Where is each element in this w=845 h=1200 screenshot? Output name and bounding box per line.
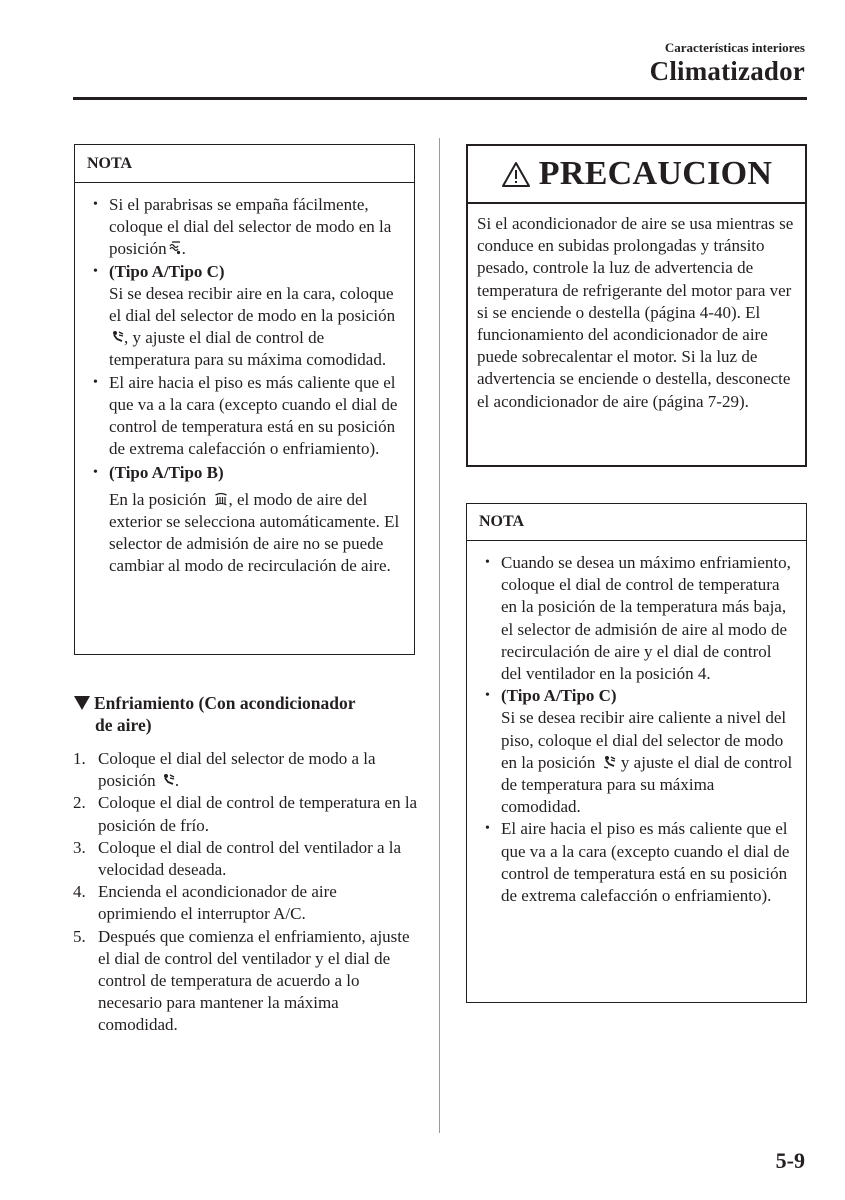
step-suffix: . bbox=[174, 771, 180, 791]
step-text: Después que comienza el enfriamiento, ajuste el dial de control del ventilador y el dial de control de temperatura de acuerdo a lo necesario para mantener la máxima comodidad. bbox=[98, 926, 410, 1035]
note-item-suffix: , el modo de aire del exterior se selecciona automáticamente. El selector de admisión de aire no se puede cambiar al modo de recirculación de aire. bbox=[109, 489, 400, 576]
step-item bbox=[73, 837, 418, 881]
cooling-section-heading bbox=[74, 692, 424, 736]
step-number: 4. bbox=[73, 882, 86, 902]
cooling-heading-line1: Enfriamiento (Con acondicionador bbox=[94, 693, 356, 713]
note-box-left bbox=[74, 144, 415, 655]
face-floor-mode-icon bbox=[602, 755, 617, 769]
note-title: NOTA bbox=[467, 504, 806, 541]
step-text: Coloque el dial de control del ventilador a la velocidad deseada. bbox=[98, 837, 402, 880]
note-item bbox=[87, 261, 404, 372]
note-item-heading: • (Tipo A/Tipo C) bbox=[501, 686, 617, 706]
step-number: 1. bbox=[73, 749, 86, 768]
note-item-suffix: , y ajuste el dial de control de temperatura para su máxima comodidad. bbox=[109, 328, 387, 370]
note-item-text: Cuando se desea un máximo enfriamiento, coloque el dial de control de temperatura en la posición de la temperatura más baja, el selector de admisión de aire al modo de recirculación de aire y el dial de control del ventilador en la posición 4. bbox=[501, 553, 791, 684]
note-box-right bbox=[466, 503, 807, 1003]
note-item bbox=[479, 685, 796, 818]
caution-label: PRECAUCION bbox=[538, 155, 773, 192]
step-item bbox=[73, 926, 418, 1037]
note-item-text: Si se desea recibir aire en la cara, coloque el dial del selector de modo en la posición bbox=[109, 283, 396, 326]
step-number: 5. bbox=[73, 926, 86, 946]
caution-box bbox=[466, 144, 807, 467]
note-list bbox=[87, 194, 404, 577]
face-mode-icon bbox=[111, 330, 124, 344]
step-number: 2. bbox=[73, 793, 86, 813]
note-item bbox=[479, 552, 796, 685]
header-rule bbox=[73, 97, 807, 100]
warning-triangle-icon bbox=[501, 161, 531, 188]
defrost-floor-mode-icon bbox=[169, 241, 182, 255]
step-number: 3. bbox=[73, 837, 86, 857]
note-title: NOTA bbox=[75, 145, 414, 183]
caution-header bbox=[468, 146, 805, 204]
step-text: Coloque el dial de control de temperatura en la posición de frío. bbox=[98, 793, 418, 835]
note-item bbox=[479, 818, 796, 907]
note-item-heading: • (Tipo A/Tipo B) bbox=[109, 463, 224, 483]
page-title: Climatizador bbox=[649, 56, 805, 86]
note-item-text: Si el parabrisas se empaña fácilmente, coloque el dial del selector de modo en la posición bbox=[109, 195, 392, 259]
note-item bbox=[87, 462, 404, 577]
note-list bbox=[479, 552, 796, 907]
header-section-label: Características interiores bbox=[664, 40, 805, 55]
note-item bbox=[87, 372, 404, 461]
step-text: Coloque el dial del selector de modo a la posición bbox=[98, 749, 376, 791]
defrost-mode-icon bbox=[213, 492, 229, 506]
cooling-heading-line2: de aire) bbox=[95, 715, 152, 735]
note-item-suffix: . bbox=[181, 239, 186, 259]
note-item-suffix: y ajuste el dial de control de temperatura para su máxima comodidad. bbox=[501, 752, 793, 817]
triangle-marker-icon bbox=[74, 696, 90, 710]
note-item-text: Si se desea recibir aire caliente a nivel del piso, coloque el dial del selector de modo en la posición bbox=[501, 708, 787, 772]
note-item-text: En la posición bbox=[109, 489, 207, 509]
step-item bbox=[73, 881, 418, 925]
step-item bbox=[73, 792, 418, 836]
step-item bbox=[73, 748, 418, 792]
cooling-steps-list bbox=[73, 748, 418, 1037]
note-item-heading: • (Tipo A/Tipo C) bbox=[109, 261, 225, 281]
page-number: 5-9 bbox=[775, 1148, 805, 1173]
step-text: Encienda el acondicionador de aire oprimiendo el interruptor A/C. bbox=[98, 882, 337, 924]
face-mode-icon bbox=[162, 773, 175, 787]
note-item-text: El aire hacia el piso es más caliente que el que va a la cara (excepto cuando el dial de control de temperatura está en su posición de extrema calefacción o enfriamiento). bbox=[109, 372, 398, 459]
note-item bbox=[87, 194, 404, 261]
caution-text: Si el acondicionador de aire se usa mientras se conduce en subidas prolongadas y tránsito pesado, controle la luz de advertencia de temperatura de refrigerante del motor para ver si se enciende o destella (página 4-40). El funcionamiento del acondicionador de aire puede sobrecalentar el motor. Si la luz de advertencia se enciende o destella, desconecte el acondicionador de aire (página 7-29). bbox=[477, 214, 794, 411]
note-item-text: El aire hacia el piso es más caliente que el que va a la cara (excepto cuando el dial de control de temperatura está en su posición de extrema calefacción o enfriamiento). bbox=[501, 819, 790, 906]
column-divider bbox=[439, 138, 440, 1133]
